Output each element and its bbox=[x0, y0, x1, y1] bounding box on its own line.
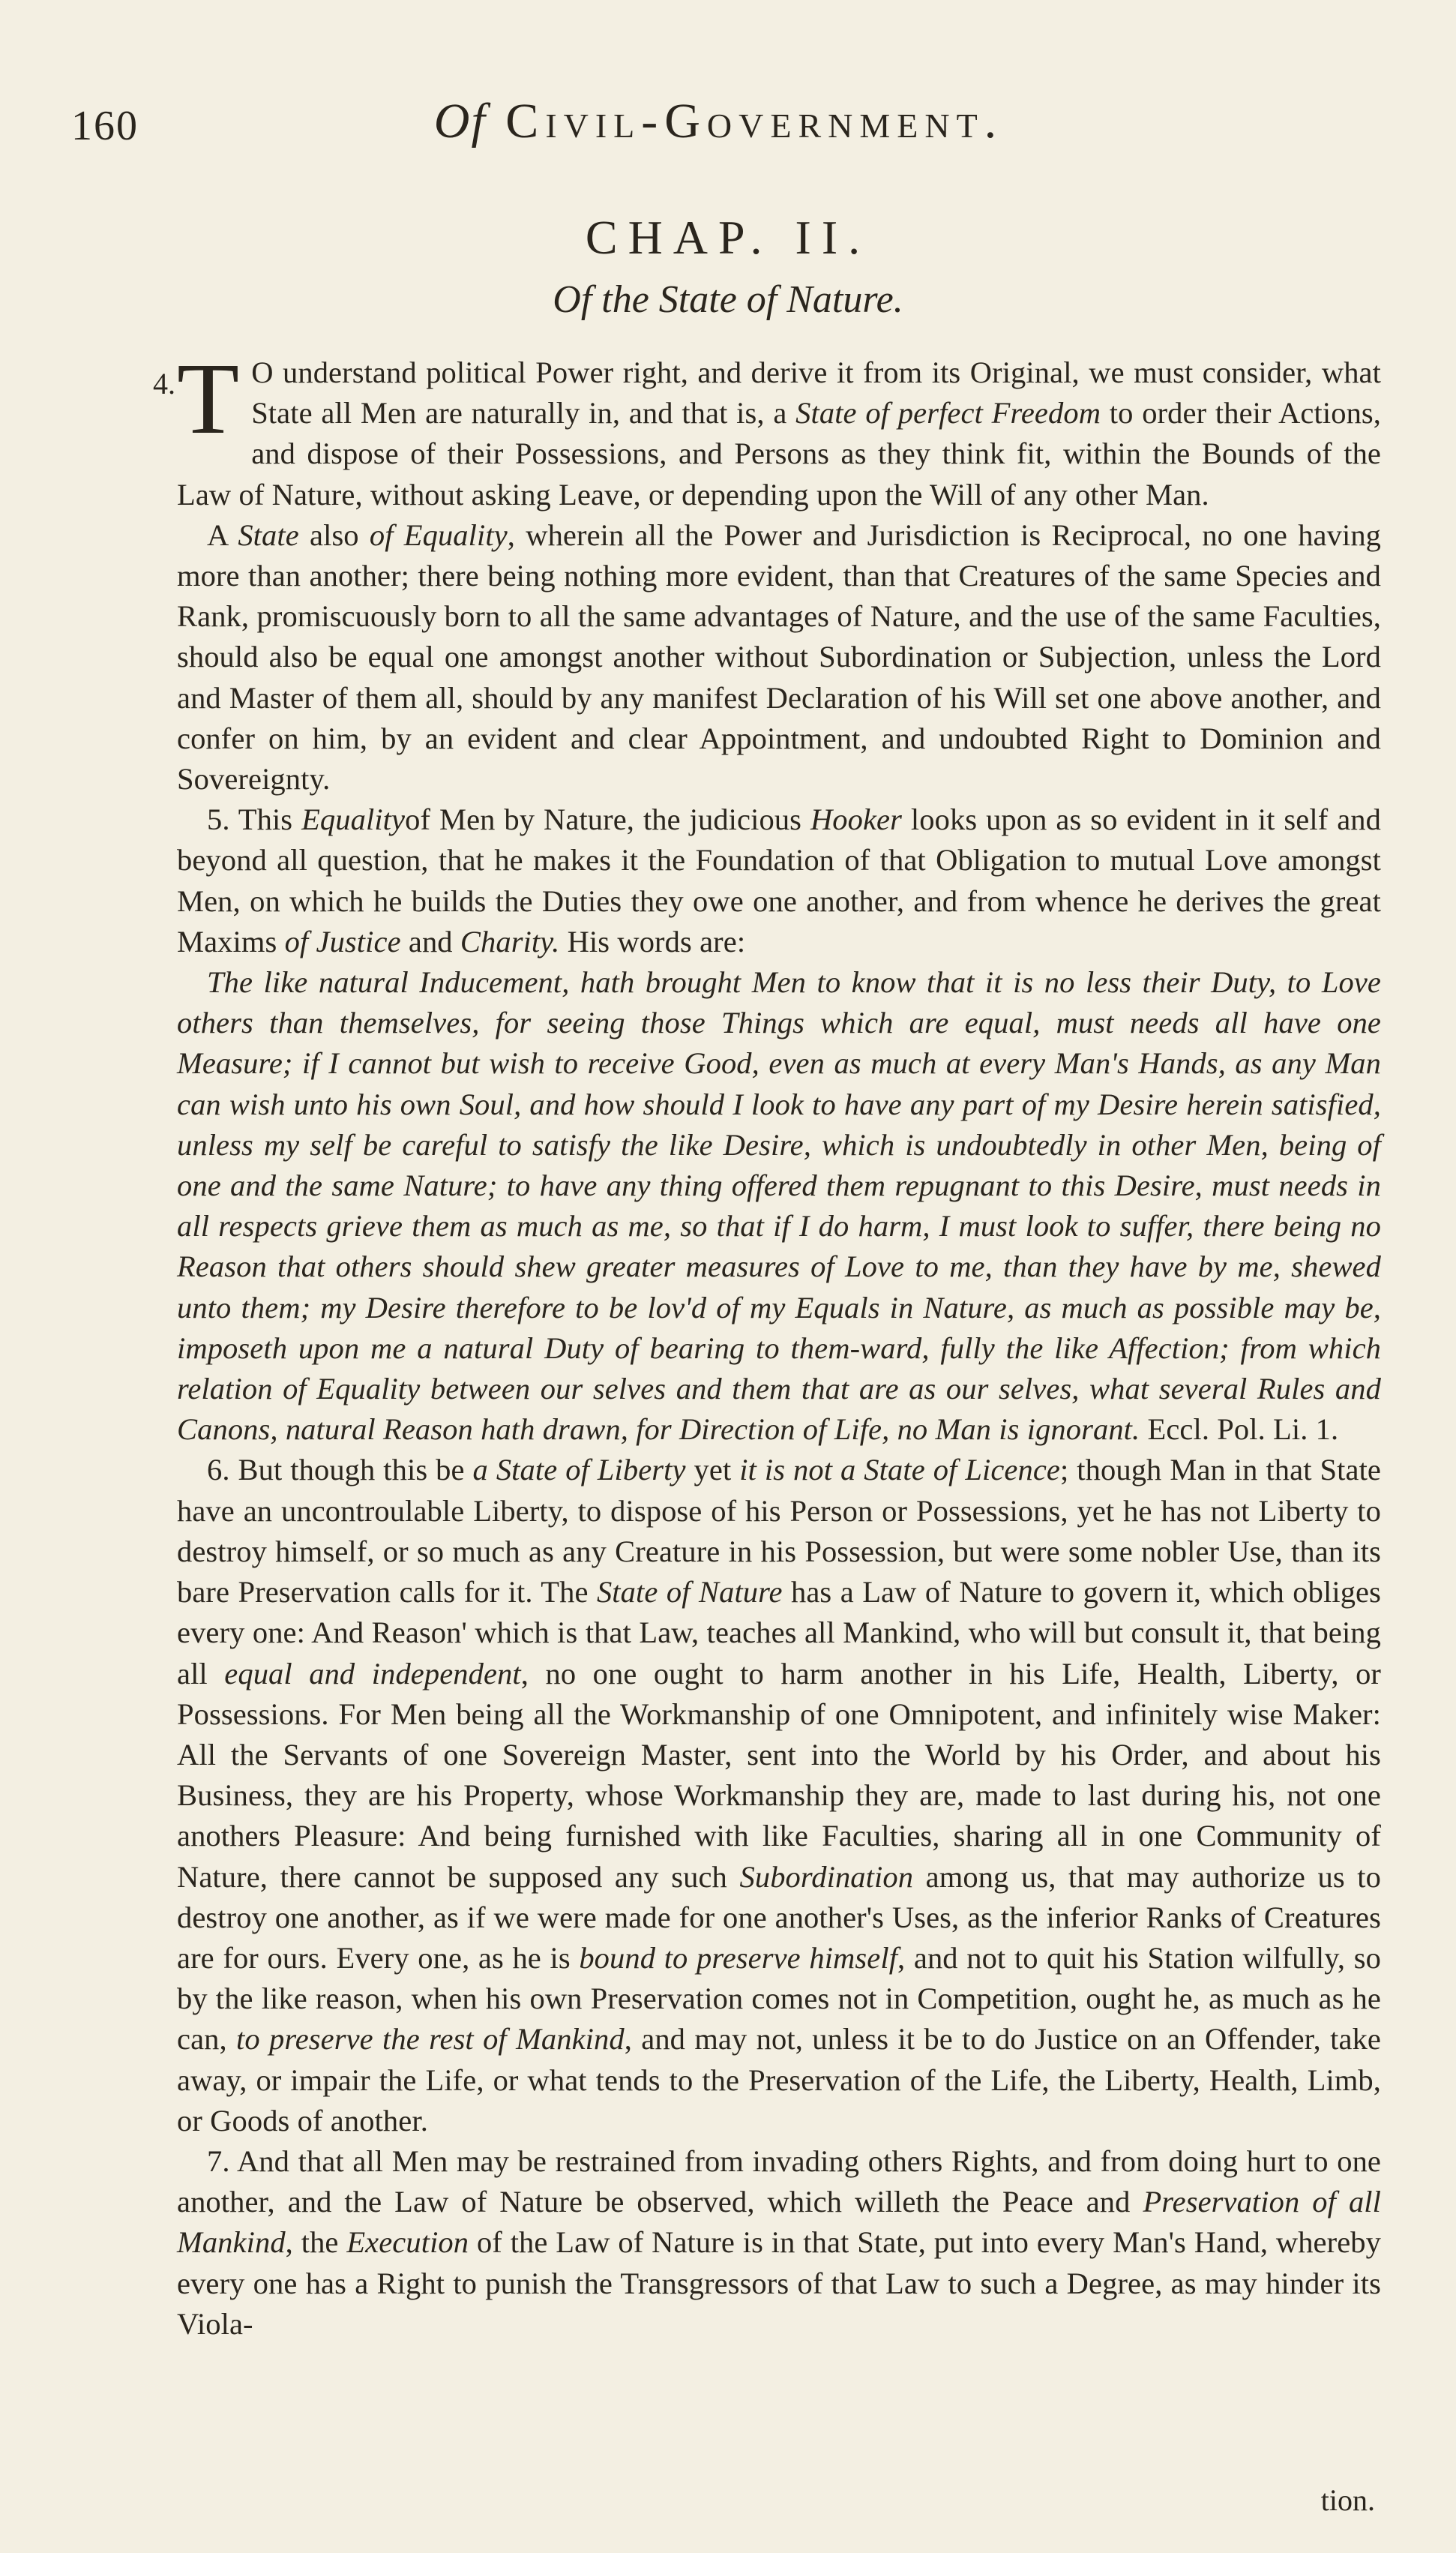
hooker-quotation bbox=[177, 962, 1381, 1450]
s6-text-k: among us, that may authorize us to destroy one another, as if we were made for one another's Uses, as the inferior Ranks of Creatures are for ours. Every one, as he is bbox=[177, 1859, 1381, 1975]
s6-text-o: , and may not, unless it be to do Justice on an Offender, take away, or impair the Life, or what tends to the Preservation of the Life, the Liberty, Health, Limb, or Goods of another. bbox=[177, 2022, 1381, 2138]
s6-text-h: equal and independent bbox=[224, 1656, 521, 1690]
s7-text-b: Preservation of all Mankind bbox=[177, 2185, 1381, 2260]
running-title-rest: Civil-Government. bbox=[505, 94, 1004, 148]
paragraph-equality bbox=[177, 515, 1381, 800]
s6-text-a: 6. But though this be bbox=[207, 1453, 473, 1487]
section-number-4: 4. bbox=[153, 367, 175, 400]
s6-text-b: a State of Liberty bbox=[472, 1453, 686, 1487]
chapter-subtitle: Of the State of Nature. bbox=[553, 278, 903, 321]
paragraph-section-5 bbox=[177, 800, 1381, 962]
page-number: 160 bbox=[71, 103, 139, 149]
s4-text-b: State of perfect Freedom bbox=[795, 396, 1101, 430]
catchword: tion. bbox=[1320, 2483, 1375, 2517]
running-title bbox=[71, 93, 1366, 150]
s5-text-g: and bbox=[400, 924, 460, 958]
paragraph-section-4 bbox=[177, 343, 1382, 515]
s5-text-c: of Men by Nature, the judicious bbox=[405, 802, 810, 837]
p2-text-e: , wherein all the Power and Jurisdiction is Reciprocal, no one having more than another; there being nothing more evident, than that Creatures of the same Species and Rank, promiscuously born to all the same advantages of Nature, and the use of the same Faculties, should also be equal one amongst another without Subordination or Subjection, unless the Lord and Master of them all, should by any manifest Declaration of his Will set one above another, and confer on him, by an evident and clear Appointment, and undoubted Right to Dominion and Sovereignty. bbox=[177, 518, 1382, 796]
s6-text-n: to preserve the rest of Mankind bbox=[236, 2022, 625, 2056]
s6-text-j: Subordination bbox=[739, 1859, 914, 1894]
chapter-title: CHAP. II. bbox=[585, 211, 871, 264]
s5-text-e: looks upon as so evident in it self and beyond all question, that he makes it the Foundation of that Obligation to mutual Love amongst Men, on which he builds the Duties they owe one another, and from whence he derives the great Maxims bbox=[177, 802, 1381, 958]
s5-text-a: 5. This bbox=[207, 802, 302, 837]
s5-text-d: Hooker bbox=[810, 802, 902, 837]
s4-text-a: O understand political Power right, and derive it from its Original, we must consider, what State all Men are naturally in, and that is, a bbox=[251, 356, 1381, 430]
s7-text-e: of the Law of Nature is in that State, put into every Man's Hand, whereby every one has a Right to punish the Transgressors of that Law to such a Degree, as may hinder its Viola- bbox=[177, 2225, 1381, 2341]
paragraph-section-7 bbox=[177, 2141, 1381, 2344]
running-title-of: Of bbox=[433, 94, 487, 148]
s6-text-f: State of Nature bbox=[596, 1575, 783, 1610]
s6-text-l: bound to preserve himself bbox=[579, 1940, 898, 1975]
s7-text-c: , the bbox=[285, 2225, 347, 2260]
s5-text-i: His words are: bbox=[559, 924, 746, 958]
s7-text-a: 7. And that all Men may be restrained from invading others Rights, and from doing hurt to one another, and the Law of Nature be observed, which willeth the Peace and bbox=[177, 2144, 1381, 2219]
running-head bbox=[71, 93, 1366, 153]
quote-text: The like natural Inducement, hath brought Men to know that it is no less their Duty, to Love others than themselves, for seeing those Things which are equal, must needs all have one Measure; if I cannot but wish to receive Good, even as much at every Man's Hands, as any Man can wish unto his own Soul, and how should I look to have any part of my Desire herein satisfied, unless my self be careful to satisfy the like Desire, which is undoubtedly in other Men, being of one and the same Nature; to have any thing offered them repugnant to this Desire, must needs in all respects grieve them as much as me, so that if I do harm, I must look to suffer, there being no Reason that others should shew greater measures of Love to me, than they have by me, shewed unto them; my Desire therefore to be lov'd of my Equals in Nature, as much as possible may be, imposeth upon me a natural Duty of bearing to them-ward, fully the like Affection; from which relation of Equality between our selves and them that are as our selves, what several Rules and Canons, natural Reason hath drawn, for Direction of Life, no Man is ignorant. bbox=[177, 965, 1381, 1447]
quote-citation: Eccl. Pol. Li. 1. bbox=[1140, 1412, 1339, 1447]
s6-text-g: has a Law of Nature to govern it, which obliges every one: And Reason' which is that Law, teaches all Mankind, who will but consult it, that being all bbox=[177, 1575, 1381, 1690]
p2-text-c: also bbox=[298, 518, 370, 552]
p2-text-d: of Equality bbox=[369, 518, 508, 552]
s4-text-c: to order their Actions, and dispose of their Possessions, and Persons as they think fit, within the Bounds of the Law of Nature, without asking Leave, or depending upon the Will of any other Man. bbox=[177, 396, 1382, 512]
body-text bbox=[177, 343, 1382, 2344]
s6-text-c: yet bbox=[685, 1453, 740, 1487]
s6-text-e: ; though Man in that State have an uncontroulable Liberty, to dispose of his Person or Possessions, yet he has not Liberty to destroy himself, or so much as any Creature in his Possession, but were some nobler Use, than its bare Preservation calls for it. The bbox=[177, 1453, 1381, 1610]
drop-cap: T bbox=[177, 343, 240, 455]
s5-text-b: Equality bbox=[301, 802, 406, 837]
s5-text-h: Charity. bbox=[460, 924, 560, 958]
s6-text-d: it is not a State of Licence bbox=[739, 1453, 1060, 1487]
s6-text-i: , no one ought to harm another in his Life, Health, Liberty, or Possessions. For Men being all the Workmanship of one Omnipotent, and infinitely wise Maker: All the Servants of one Sovereign Master, sent into the World by his Order, and about his Business, they are his Property, whose Workmanship they are, made to last during his, not one anothers Pleasure: And being furnished with like Faculties, sharing all in one Community of Nature, there cannot be supposed any such bbox=[177, 1656, 1382, 1894]
p2-text-b: State bbox=[238, 518, 299, 552]
s5-text-f: of Justice bbox=[284, 924, 401, 958]
s6-text-m: , and not to quit his Station wilfully, so by the like reason, when his own Preservation comes not in Competition, ought he, as much as he can, bbox=[177, 1940, 1381, 2056]
paragraph-section-6 bbox=[177, 1450, 1381, 2140]
p2-text-a: A bbox=[207, 518, 238, 552]
s7-text-d: Execution bbox=[346, 2225, 469, 2260]
